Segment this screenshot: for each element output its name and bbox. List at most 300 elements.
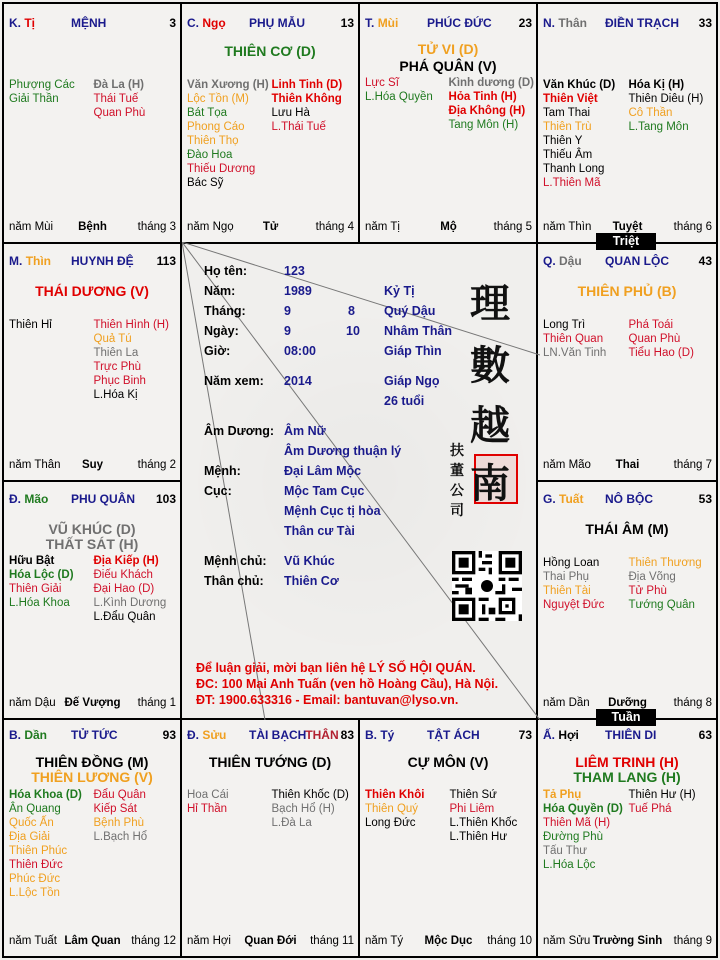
minor-stars bbox=[9, 788, 178, 900]
stars-right-column bbox=[449, 76, 534, 132]
star: Thiên Quan bbox=[543, 333, 604, 345]
star: Phúc Đức bbox=[9, 873, 61, 885]
trang-sinh-stage: Trường Sinh bbox=[592, 935, 663, 947]
star: L.Thiên Khốc bbox=[449, 817, 518, 829]
triet-marker: Triệt bbox=[596, 233, 656, 250]
star: Thiên Thương bbox=[628, 557, 702, 569]
value-nam: 1989 bbox=[284, 284, 312, 298]
major-star: THIÊN LƯƠNG (V) bbox=[31, 769, 153, 785]
value-ho-ten: 123 bbox=[284, 264, 305, 278]
stars-right-column bbox=[94, 318, 179, 402]
value-am-duong-ly: Âm Dương thuận lý bbox=[284, 444, 402, 458]
luu-month: tháng 4 bbox=[315, 221, 354, 233]
palace-header bbox=[543, 492, 712, 506]
value-menh-cuc: Mệnh Cục tị hòa bbox=[284, 504, 381, 518]
star: L.Thiên Mã bbox=[543, 177, 601, 189]
palace-branch bbox=[187, 16, 226, 30]
palace-footer bbox=[543, 935, 712, 949]
star: Đào Hoa bbox=[187, 149, 233, 161]
branch-prefix: M. bbox=[9, 254, 23, 268]
star: Long Trì bbox=[543, 319, 586, 331]
palace-name: THIÊN DI bbox=[605, 728, 657, 742]
star: Thiên Sứ bbox=[449, 789, 497, 801]
star: Thiên Không bbox=[271, 93, 342, 105]
major-star: THÁI DƯƠNG (V) bbox=[35, 283, 149, 299]
branch-name: Thân bbox=[558, 16, 588, 30]
branch-prefix: C. bbox=[187, 16, 199, 30]
star: Hồng Loan bbox=[543, 557, 600, 569]
luu-month: tháng 9 bbox=[673, 935, 712, 947]
palace-header bbox=[543, 16, 712, 30]
small-calligraphy-1: 扶 bbox=[450, 443, 464, 459]
star: Tấu Thư bbox=[543, 845, 587, 857]
star: Thiên Quý bbox=[365, 803, 419, 815]
minor-stars bbox=[365, 76, 534, 132]
star: Tử Phù bbox=[628, 585, 667, 597]
luu-month: tháng 2 bbox=[137, 459, 176, 471]
palace-age-number: 3 bbox=[169, 16, 176, 30]
label-nam-xem: Năm xem: bbox=[204, 374, 264, 388]
star: Phục Binh bbox=[93, 375, 146, 387]
luu-nien-year: năm Mùi bbox=[9, 221, 54, 233]
star: L.Đà La bbox=[271, 817, 312, 829]
palace-age-number: 63 bbox=[698, 728, 712, 742]
branch-prefix: B. bbox=[365, 728, 377, 742]
star: Hóa Quyền (D) bbox=[543, 803, 623, 815]
star: Thai Phụ bbox=[543, 571, 590, 583]
palace-name: NÔ BỘC bbox=[605, 492, 653, 506]
star: Hóa Khoa (D) bbox=[9, 789, 82, 801]
palace-name: MỆNH bbox=[71, 16, 107, 30]
stars-left-column bbox=[365, 76, 449, 132]
star: Thiếu Âm bbox=[543, 149, 593, 161]
star: Thiên Hình (H) bbox=[93, 319, 169, 331]
star: Hỏa Tinh (H) bbox=[448, 91, 517, 103]
major-star: THIÊN TƯỚNG (D) bbox=[208, 754, 332, 770]
luu-nien-year: năm Thìn bbox=[543, 221, 592, 233]
star: Thái Tuế bbox=[93, 93, 139, 105]
trang-sinh-stage: Tử bbox=[262, 221, 279, 233]
luu-month: tháng 10 bbox=[487, 935, 532, 947]
luu-nien-year: năm Thân bbox=[9, 459, 61, 471]
star: Phi Liêm bbox=[449, 803, 495, 815]
minor-stars bbox=[543, 318, 714, 360]
star: Phá Toái bbox=[628, 319, 674, 331]
palace-no-boc[interactable] bbox=[536, 480, 718, 720]
palace-branch bbox=[543, 254, 582, 268]
luu-nien-year: năm Sửu bbox=[543, 935, 591, 947]
stars-left-column bbox=[9, 78, 94, 120]
star: Thiên Giải bbox=[9, 583, 62, 595]
branch-name: Tị bbox=[24, 16, 36, 30]
trang-sinh-stage: Thai bbox=[615, 459, 640, 471]
palace-branch bbox=[9, 16, 35, 30]
major-star: TỬ VI (D) bbox=[417, 41, 479, 57]
star: Thiên Mã (H) bbox=[543, 817, 611, 829]
palace-branch bbox=[543, 492, 583, 506]
stars-left-column bbox=[9, 788, 94, 900]
trang-sinh-stage: Quan Đới bbox=[244, 935, 297, 947]
label-nam: Năm: bbox=[204, 284, 236, 298]
star: Tả Phụ bbox=[543, 789, 582, 801]
major-star: THAM LANG (H) bbox=[573, 769, 681, 785]
stars-right-column bbox=[94, 788, 179, 900]
branch-name: Mão bbox=[24, 492, 49, 506]
palace-phuc-duc[interactable] bbox=[358, 2, 538, 244]
star: Nguyệt Đức bbox=[543, 599, 605, 611]
star: Quốc Ấn bbox=[9, 817, 54, 829]
small-calligraphy-3: 公 bbox=[450, 483, 464, 499]
star: Văn Xương (H) bbox=[187, 79, 269, 91]
palace-age-number: 33 bbox=[698, 16, 712, 30]
star: Địa Võng bbox=[628, 571, 676, 583]
star: Địa Không (H) bbox=[448, 105, 526, 117]
minor-stars bbox=[9, 554, 178, 624]
value-menh-chu: Vũ Khúc bbox=[284, 554, 335, 568]
trang-sinh-stage: Đế Vượng bbox=[64, 697, 121, 709]
calligraphy-ly: 理 bbox=[470, 280, 510, 327]
stars-right-column bbox=[272, 788, 357, 830]
stars-right-column bbox=[629, 788, 715, 872]
star: Thiên Khốc (D) bbox=[271, 789, 349, 801]
palace-menh[interactable] bbox=[2, 2, 182, 244]
palace-phu-mau[interactable] bbox=[180, 2, 360, 244]
star: Tam Thai bbox=[543, 107, 591, 119]
minor-stars bbox=[543, 78, 714, 190]
star: L.Lộc Tồn bbox=[9, 887, 60, 899]
star: Bác Sỹ bbox=[187, 177, 224, 189]
palace-footer bbox=[9, 459, 176, 473]
value-thang-am: 8 bbox=[348, 304, 355, 318]
palace-header bbox=[187, 728, 354, 742]
branch-name: Tuất bbox=[559, 492, 584, 506]
trang-sinh-stage: Tuyệt bbox=[612, 221, 643, 233]
star: Hoa Cái bbox=[187, 789, 229, 801]
branch-name: Ngọ bbox=[202, 16, 226, 30]
star: Thiên La bbox=[93, 347, 139, 359]
value-nam-canchi: Kỷ Tị bbox=[384, 284, 415, 298]
star: Hỉ Thần bbox=[187, 803, 228, 815]
palace-name: ĐIỀN TRẠCH bbox=[605, 16, 679, 30]
trang-sinh-stage: Lâm Quan bbox=[64, 935, 121, 947]
star: Tuế Phá bbox=[628, 803, 672, 815]
luu-nien-year: năm Dậu bbox=[9, 697, 56, 709]
palace-tai-bach[interactable] bbox=[180, 718, 360, 958]
value-cuc: Mộc Tam Cục bbox=[284, 484, 365, 498]
palace-huynh-de[interactable] bbox=[2, 242, 182, 482]
minor-stars bbox=[365, 788, 534, 844]
value-ngay-duong: 9 bbox=[284, 324, 291, 338]
stars-left-column bbox=[187, 78, 272, 190]
stars-right-column bbox=[629, 318, 715, 360]
palace-header bbox=[9, 254, 176, 268]
stars-right-column bbox=[629, 556, 715, 612]
star: Bát Tọa bbox=[187, 107, 228, 119]
palace-footer bbox=[9, 221, 176, 235]
palace-age-number: THÂN 83 bbox=[305, 728, 354, 742]
trang-sinh-stage: Dưỡng bbox=[608, 697, 647, 709]
palace-age-number: 93 bbox=[162, 728, 176, 742]
branch-prefix: Đ. bbox=[9, 492, 21, 506]
palace-name: HUYNH ĐỆ bbox=[71, 254, 134, 268]
branch-name: Dần bbox=[24, 728, 48, 742]
palace-footer bbox=[543, 459, 712, 473]
major-star: THIÊN ĐỒNG (M) bbox=[35, 754, 149, 770]
branch-prefix: T. bbox=[365, 16, 375, 30]
stars-left-column bbox=[365, 788, 450, 844]
stars-left-column bbox=[187, 788, 272, 830]
label-thang: Tháng: bbox=[204, 304, 246, 318]
contact-info bbox=[196, 660, 498, 708]
branch-name: Dậu bbox=[559, 254, 582, 268]
star: Linh Tinh (D) bbox=[271, 79, 343, 91]
star: Hóa Kị (H) bbox=[628, 79, 685, 91]
palace-branch bbox=[187, 728, 226, 742]
stars-right-column bbox=[450, 788, 535, 844]
value-menh: Đại Lâm Mộc bbox=[284, 464, 362, 478]
contact-line-1: Để luận giải, mời bạn liên hệ LÝ SỐ HỘI QUÁN. bbox=[196, 661, 476, 675]
star: Phong Cáo bbox=[187, 121, 245, 133]
star: Tang Môn (H) bbox=[448, 119, 519, 131]
palace-name: TÀI BẠCH bbox=[249, 728, 307, 742]
chart-center-info bbox=[182, 242, 540, 720]
palace-footer bbox=[187, 935, 354, 949]
major-star: VŨ KHÚC (D) bbox=[48, 521, 136, 537]
star: Tướng Quân bbox=[628, 599, 695, 611]
star: L.Thái Tuế bbox=[271, 121, 326, 133]
star: Cô Thần bbox=[628, 107, 673, 119]
palace-branch bbox=[365, 16, 398, 30]
star: Bệnh Phù bbox=[93, 817, 145, 829]
stars-left-column bbox=[9, 318, 94, 402]
label-than-chu: Thân chủ: bbox=[204, 574, 264, 588]
luu-month: tháng 6 bbox=[673, 221, 712, 233]
calligraphy-viet: 越 bbox=[470, 402, 510, 449]
stars-right-column bbox=[629, 78, 715, 190]
palace-branch bbox=[9, 728, 47, 742]
branch-prefix: N. bbox=[543, 16, 555, 30]
branch-prefix: G. bbox=[543, 492, 556, 506]
star: Tiểu Hao (D) bbox=[628, 347, 694, 359]
palace-dien-trach[interactable] bbox=[536, 2, 718, 244]
palace-age-number: 73 bbox=[518, 728, 532, 742]
star: Long Đức bbox=[365, 817, 416, 829]
star: Thiếu Dương bbox=[187, 163, 256, 175]
star: L.Tang Môn bbox=[628, 121, 689, 133]
tuvi-chart bbox=[2, 2, 718, 958]
stars-right-column bbox=[94, 554, 179, 624]
stars-left-column bbox=[543, 788, 629, 872]
label-ho-ten: Họ tên: bbox=[204, 264, 248, 278]
palace-age-number: 53 bbox=[698, 492, 712, 506]
star: Lưu Hà bbox=[271, 107, 310, 119]
palace-quan-loc[interactable] bbox=[536, 242, 718, 482]
major-star: THIÊN CƠ (D) bbox=[224, 43, 316, 59]
minor-stars bbox=[9, 318, 178, 402]
palace-header bbox=[187, 16, 354, 30]
palace-header bbox=[9, 16, 176, 30]
star: Thiên Trù bbox=[543, 121, 592, 133]
contact-line-2: ĐC: 100 Mai Anh Tuấn (ven hồ Hoàng Cầu), Hà Nội. bbox=[196, 677, 499, 691]
label-menh: Mệnh: bbox=[204, 464, 241, 478]
qr-code-icon[interactable] bbox=[452, 551, 522, 621]
palace-header bbox=[543, 254, 712, 268]
minor-stars bbox=[543, 556, 714, 612]
palace-tat-ach[interactable] bbox=[358, 718, 538, 958]
star: Phượng Các bbox=[9, 79, 75, 91]
palace-name: TẬT ÁCH bbox=[427, 728, 480, 742]
star: Ân Quang bbox=[9, 803, 61, 815]
star: Địa Kiếp (H) bbox=[93, 555, 159, 567]
star: L.Kình Dương bbox=[93, 597, 167, 609]
branch-prefix: Đ. bbox=[187, 728, 199, 742]
star: Hóa Lộc (D) bbox=[9, 569, 74, 581]
minor-stars bbox=[543, 788, 714, 872]
star: Thiên Hỉ bbox=[9, 319, 52, 331]
palace-age-number: 43 bbox=[698, 254, 712, 268]
branch-name: Sửu bbox=[202, 728, 227, 742]
branch-name: Mùi bbox=[377, 16, 399, 30]
major-star: LIÊM TRINH (H) bbox=[575, 754, 679, 770]
branch-name: Tý bbox=[380, 728, 395, 742]
palace-thien-di[interactable] bbox=[536, 718, 718, 958]
minor-stars bbox=[9, 78, 178, 120]
star: L.Hóa Lộc bbox=[543, 859, 596, 871]
palace-branch bbox=[365, 728, 394, 742]
value-am-duong: Âm Nữ bbox=[284, 424, 326, 438]
major-star: THẤT SÁT (H) bbox=[45, 536, 139, 552]
palace-name: TỬ TỨC bbox=[71, 728, 118, 742]
palace-tu-tuc[interactable] bbox=[2, 718, 182, 958]
value-thang-duong: 9 bbox=[284, 304, 291, 318]
than-marker: THÂN bbox=[305, 728, 339, 742]
star: Điếu Khách bbox=[93, 569, 153, 581]
value-ngay-canchi: Nhâm Thân bbox=[384, 324, 453, 338]
value-ngay-am: 10 bbox=[346, 324, 360, 338]
luu-month: tháng 3 bbox=[137, 221, 176, 233]
luu-nien-year: năm Mão bbox=[543, 459, 591, 471]
luu-nien-year: năm Tị bbox=[365, 221, 400, 233]
major-star: THIÊN PHỦ (B) bbox=[577, 283, 677, 299]
palace-header bbox=[9, 492, 176, 506]
label-cuc: Cục: bbox=[204, 484, 232, 498]
star: Trực Phù bbox=[93, 361, 142, 373]
star: Kiếp Sát bbox=[93, 803, 137, 815]
star: Bạch Hổ (H) bbox=[271, 803, 335, 815]
star: Thiên Hư (H) bbox=[628, 789, 696, 801]
palace-footer bbox=[9, 935, 176, 949]
star: Kình dương (D) bbox=[448, 77, 534, 89]
star: Thiên Diêu (H) bbox=[628, 93, 704, 105]
palace-name: PHU QUÂN bbox=[71, 492, 136, 506]
palace-footer bbox=[187, 221, 354, 235]
palace-header bbox=[543, 728, 712, 742]
star: Thiên Y bbox=[543, 135, 583, 147]
star: Quả Tú bbox=[93, 333, 132, 345]
luu-month: tháng 8 bbox=[673, 697, 712, 709]
stars-left-column bbox=[543, 78, 629, 190]
palace-footer bbox=[365, 221, 532, 235]
luu-month: tháng 7 bbox=[673, 459, 712, 471]
tuan-marker: Tuần bbox=[596, 709, 656, 726]
palace-header bbox=[9, 728, 176, 742]
palace-header bbox=[365, 16, 532, 30]
major-star: CỰ MÔN (V) bbox=[407, 754, 489, 770]
star: Đường Phù bbox=[543, 831, 603, 843]
value-nam-xem: 2014 bbox=[284, 374, 312, 388]
luu-nien-year: năm Dần bbox=[543, 697, 590, 709]
palace-age-number: 113 bbox=[156, 254, 176, 268]
star: Quan Phù bbox=[93, 107, 146, 119]
small-calligraphy-2: 董 bbox=[450, 463, 464, 479]
branch-prefix: B. bbox=[9, 728, 21, 742]
trang-sinh-stage: Mộc Dục bbox=[424, 935, 473, 947]
star: L.Hóa Khoa bbox=[9, 597, 70, 609]
branch-prefix: K. bbox=[9, 16, 21, 30]
major-star: THÁI ÂM (M) bbox=[585, 521, 669, 537]
star: Quan Phù bbox=[628, 333, 681, 345]
label-am-duong: Âm Dương: bbox=[204, 424, 275, 438]
branch-name: Hợi bbox=[558, 728, 579, 742]
branch-prefix: Ấ. bbox=[543, 728, 555, 742]
star: Thiên Đức bbox=[9, 859, 63, 871]
stars-right-column bbox=[272, 78, 357, 190]
star: Thanh Long bbox=[543, 163, 605, 175]
star: L.Thiên Hư bbox=[449, 831, 508, 843]
branch-name: Thìn bbox=[25, 254, 52, 268]
star: Địa Giải bbox=[9, 831, 50, 843]
luu-month: tháng 5 bbox=[493, 221, 532, 233]
palace-name: QUAN LỘC bbox=[605, 254, 669, 268]
value-nam-xem-canchi: Giáp Ngọ bbox=[384, 374, 440, 388]
trang-sinh-stage: Bệnh bbox=[78, 221, 107, 233]
stars-right-column bbox=[94, 78, 179, 120]
star: L.Hóa Kị bbox=[93, 389, 138, 401]
star: Thiên Tài bbox=[543, 585, 591, 597]
palace-branch bbox=[9, 492, 48, 506]
palace-phu-quan[interactable] bbox=[2, 480, 182, 720]
luu-month: tháng 1 bbox=[137, 697, 176, 709]
branch-prefix: Q. bbox=[543, 254, 556, 268]
trang-sinh-stage: Suy bbox=[81, 459, 104, 471]
small-calligraphy-4: 司 bbox=[450, 503, 464, 519]
luu-month: tháng 12 bbox=[131, 935, 176, 947]
contact-line-email[interactable]: ĐT: 1900.633316 - Email: bantuvan@lyso.vn. bbox=[196, 693, 459, 707]
value-gio-canchi: Giáp Thìn bbox=[384, 344, 442, 358]
star: L.Đẩu Quân bbox=[93, 611, 156, 623]
minor-stars bbox=[187, 788, 356, 830]
calligraphy-so: 數 bbox=[470, 342, 510, 389]
palace-age-number: 13 bbox=[340, 16, 354, 30]
stars-left-column bbox=[543, 318, 629, 360]
star: L.Hóa Quyền bbox=[365, 91, 433, 103]
palace-branch bbox=[543, 728, 579, 742]
calligraphy-nam: 南 bbox=[470, 460, 510, 507]
value-than-chu: Thiên Cơ bbox=[284, 574, 339, 588]
star: Thiên Phúc bbox=[9, 845, 68, 857]
label-menh-chu: Mệnh chủ: bbox=[204, 554, 267, 568]
palace-name: PHÚC ĐỨC bbox=[427, 16, 492, 30]
star: L.Bạch Hổ bbox=[93, 831, 148, 843]
label-ngay: Ngày: bbox=[204, 324, 239, 338]
major-star: PHÁ QUÂN (V) bbox=[399, 58, 497, 74]
star: Đại Hao (D) bbox=[93, 583, 155, 595]
star: Thiên Thọ bbox=[187, 135, 239, 147]
star: Đà La (H) bbox=[93, 79, 144, 91]
star: Lộc Tồn (M) bbox=[187, 93, 249, 105]
palace-age-number: 23 bbox=[518, 16, 532, 30]
value-thang-canchi: Quý Dậu bbox=[384, 304, 436, 318]
